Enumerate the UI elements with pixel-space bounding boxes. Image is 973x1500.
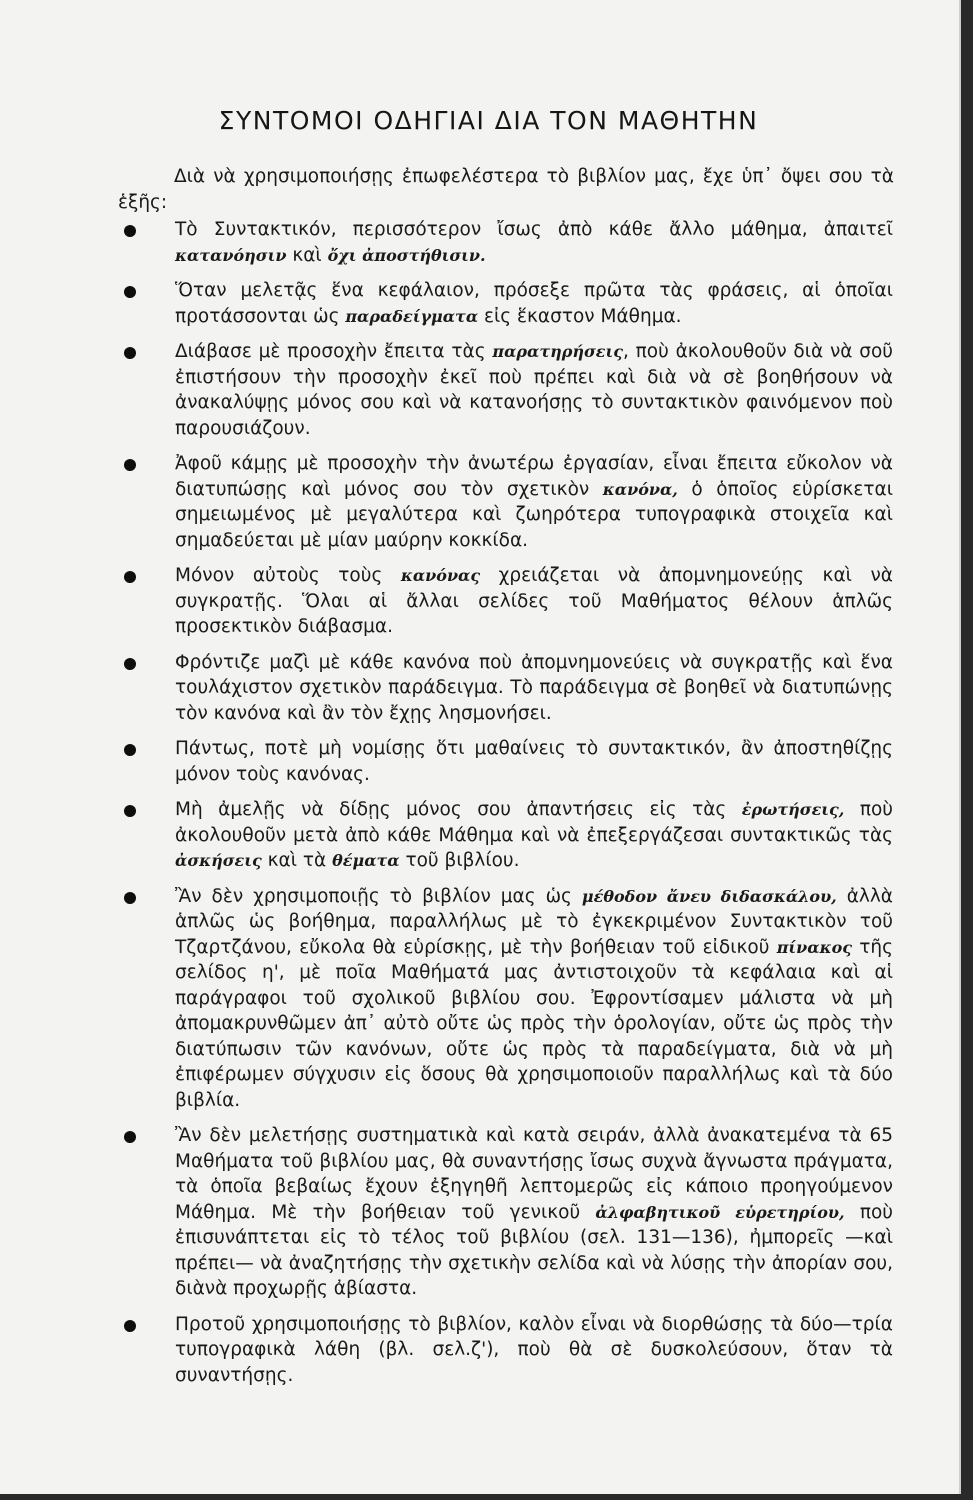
text-run: Τὸ Συντακτικόν, περισσότερον ἴσως ἀπὸ κάθε ἄλλο μάθημα, ἀπαιτεῖ xyxy=(175,219,893,240)
text-run: καὶ xyxy=(286,244,328,266)
instruction-item xyxy=(0,1312,959,1389)
instruction-item xyxy=(0,736,959,787)
text-run: τοῦ βιβλίου. xyxy=(399,850,520,871)
instruction-item xyxy=(0,278,959,329)
bullet-dot-icon xyxy=(124,459,136,471)
emphasized-term: κατανόησιν xyxy=(175,245,287,265)
text-run: Φρόντιζε μαζὶ μὲ κάθε κανόνα ποὺ ἀπομνημονεύεις νὰ συγκρατῇς καὶ ἕνα τουλάχιστον σχετικὸν παράδειγμα. Τὸ παράδειγμα σὲ βοηθεῖ νὰ διατυπώνῃς τὸν κανόνα καὶ ἂν τὸν ἔχῃς λησμονήσει. xyxy=(175,651,893,724)
emphasized-term: κανόνα, xyxy=(602,479,678,499)
emphasized-term: ὄχι ἀποστήθισιν. xyxy=(327,245,486,265)
instruction-item xyxy=(0,884,959,1114)
emphasized-term: ἀσκήσεις xyxy=(175,851,262,870)
text-run: Ἀφοῦ κάμῃς μὲ προσοχὴν τὴν ἀνωτέρω ἐργασίαν, εἶναι ἔπειτα εὔκολον νὰ διατυπώσῃς καὶ μόνος σου τὸν σχετικὸν xyxy=(175,453,893,500)
emphasized-term: κανόνας xyxy=(400,566,481,585)
instruction-text xyxy=(175,217,893,268)
bullet-dot-icon xyxy=(124,805,136,817)
bullet-dot-icon xyxy=(124,1320,136,1332)
text-run: ἀλλὰ ἁπλῶς ὡς βοήθημα, παραλλήλως μὲ τὸ ἐγκεκριμένον Συντακτικὸν τοῦ Τζαρτζάνου, εὔκολα θὰ εὑρίσκῃς, μὲ τὴν βοήθειαν τοῦ εἰδικοῦ xyxy=(175,885,894,958)
text-run: Πάντως, ποτὲ μὴ νομίσῃς ὅτι μαθαίνεις τὸ συντακτικόν, ἂν ἀποστηθίζῃς μόνον τοὺς κανόνας. xyxy=(175,738,893,785)
text-run: , ποὺ ἀκολουθοῦν διὰ νὰ σοῦ ἐπιστήσουν τὴν προσοχὴν ἐκεῖ ποὺ πρέπει καὶ διὰ νὰ σὲ βοηθήσουν νὰ ἀνακαλύψῃς μόνος σου καὶ νὰ κατανοήσῃς τὸ συντακτικὸν φαινόμενον ποὺ παρουσιάζουν. xyxy=(175,341,894,439)
text-run: Διάβασε μὲ προσοχὴν ἔπειτα τὰς xyxy=(175,341,493,362)
instruction-text xyxy=(175,563,893,640)
text-run: ποὺ ἐπισυνάπτεται εἰς τὸ τέλος τοῦ βιβλίου (σελ. 131—136), ἠμπορεῖς —καὶ πρέπει— νὰ ἀναζητήσῃς τὴν σχετικὴν σελίδα καὶ νὰ λύσῃς τὴν ἀπορίαν σου, διὰνὰ προχωρῇς ἀβίαστα. xyxy=(175,1201,893,1299)
instruction-item xyxy=(0,797,959,874)
text-run: Ὅταν μελετᾷς ἕνα κεφάλαιον, πρόσεξε πρῶτα τὰς φράσεις, αἱ ὁποῖαι προτάσσονται ὡς xyxy=(175,280,893,327)
instruction-item xyxy=(0,563,959,640)
text-run: Ἂν δὲν μελετήσῃς συστηματικὰ καὶ κατὰ σειράν, ἀλλὰ ἀνακατεμένα τὰ 65 Μαθήματα τοῦ βιβλίου μας, θὰ συναντήσῃς ἴσως συχνὰ ἄγνωστα πράγματα, τὰ ὁποῖα βεβαίως ἔχουν ἐξηγηθῆ λεπτομερῶς εἰς κάποιο προηγούμενον Μάθημα. Μὲ τὴν βοήθειαν τοῦ γενικοῦ xyxy=(175,1125,893,1223)
instruction-item xyxy=(0,217,959,268)
instruction-text xyxy=(175,884,893,1114)
bullet-dot-icon xyxy=(124,744,136,756)
emphasized-term: θέματα xyxy=(332,851,400,870)
emphasized-term: μέθοδον ἄνευ διδασκάλου, xyxy=(581,886,837,906)
bullet-dot-icon xyxy=(124,571,136,583)
emphasized-term: παραδείγματα xyxy=(345,306,479,326)
text-run: Μὴ ἀμελῇς νὰ δίδῃς μόνος σου ἀπαντήσεις εἰς τὰς xyxy=(175,799,742,820)
bullet-dot-icon xyxy=(124,658,136,670)
bullet-dot-icon xyxy=(124,892,136,904)
bullet-dot-icon xyxy=(124,286,136,298)
instruction-text xyxy=(175,650,893,727)
intro-paragraph: Διὰ νὰ χρησιμοποιήσῃς ἐπωφελέστερα τὸ βιβλίον μας, ἔχε ὑπ᾽ ὄψει σου τὰ ἑξῆς: xyxy=(118,166,894,213)
text-run: Ἂν δὲν χρησιμοποιῇς τὸ βιβλίον μας ὡς xyxy=(175,885,582,907)
emphasized-term: πίνακος xyxy=(776,937,852,957)
text-run: Προτοῦ χρησιμοποιήσῃς τὸ βιβλίον, καλὸν εἶναι νὰ διορθώσῃς τὰ δύο—τρία τυπογραφικὰ λάθη (βλ. σελ.ζ'), ποὺ θὰ σὲ δυσκολεύσουν, ὅταν τὰ συναντήσῃς. xyxy=(175,1313,893,1386)
text-run: ποὺ ἀκολουθοῦν μετὰ ἀπὸ κάθε Μάθημα καὶ νὰ ἐπεξεργάζεσαι συντακτικῶς τὰς xyxy=(175,799,894,846)
instruction-item xyxy=(0,451,959,553)
instruction-list xyxy=(0,217,959,1398)
instruction-item xyxy=(0,1123,959,1302)
emphasized-term: ἐρωτήσεις, xyxy=(741,800,845,819)
instruction-text xyxy=(175,1123,893,1302)
instruction-text xyxy=(175,797,893,874)
instruction-item xyxy=(0,339,959,441)
instruction-text xyxy=(175,1312,893,1389)
text-run: εἰς ἕκαστον Μάθημα. xyxy=(478,305,682,327)
text-run: χρειάζεται νὰ ἀπομνημονεύῃς καὶ νὰ συγκρατῇς. Ὅλαι αἱ ἄλλαι σελίδες τοῦ Μαθήματος θέλουν ἁπλῶς προσεκτικὸν διάβασμα. xyxy=(175,565,893,637)
bullet-dot-icon xyxy=(124,1131,136,1143)
page-title: ΣΥΝΤΟΜΟΙ ΟΔΗΓΙΑΙ ΔΙΑ ΤΟΝ ΜΑΘΗΤΗΝ xyxy=(218,106,759,135)
text-run: Μόνον αὐτοὺς τοὺς xyxy=(175,565,401,586)
instruction-text xyxy=(175,339,893,441)
bullet-dot-icon xyxy=(124,347,136,359)
text-run: τῆς σελίδος η', μὲ ποῖα Μαθήματά μας ἀντιστοιχοῦν τὰ κεφάλαια καὶ αἱ παράγραφοι τοῦ σχολικοῦ βιβλίου σου. Ἐφροντίσαμεν μάλιστα νὰ μὴ ἀπομακρυνθῶμεν ἀπ᾽ αὐτὸ οὔτε ὡς πρὸς τὴν ὁρολογίαν, οὔτε ὡς πρὸς τὴν διατύπωσιν τῶν κανόνων, οὔτε ὡς πρὸς τὰ παραδείγματα, διὰ νὰ μὴ ἐπιφέρωμεν σύγχυσιν εἰς ὅσους θὰ χρησιμοποιοῦν παραλλήλως καὶ τὰ δύο βιβλία. xyxy=(175,936,894,1111)
instruction-text xyxy=(175,451,893,553)
emphasized-term: ἀλφαβητικοῦ εὑρετηρίου, xyxy=(595,1202,845,1222)
text-run: καὶ τὰ xyxy=(261,850,333,871)
instruction-text xyxy=(175,736,893,787)
bullet-dot-icon xyxy=(124,225,136,237)
emphasized-term: παρατηρήσεις xyxy=(492,342,624,361)
instruction-item xyxy=(0,650,959,727)
instruction-text xyxy=(175,278,893,329)
text-run: ὁ ὁποῖος εὑρίσκεται σημειωμένος μὲ μεγαλύτερα καὶ ζωηρότερα τυπογραφικὰ στοιχεῖα καὶ σημαδεύεται μὲ μίαν μαύρην κοκκίδα. xyxy=(175,478,893,551)
